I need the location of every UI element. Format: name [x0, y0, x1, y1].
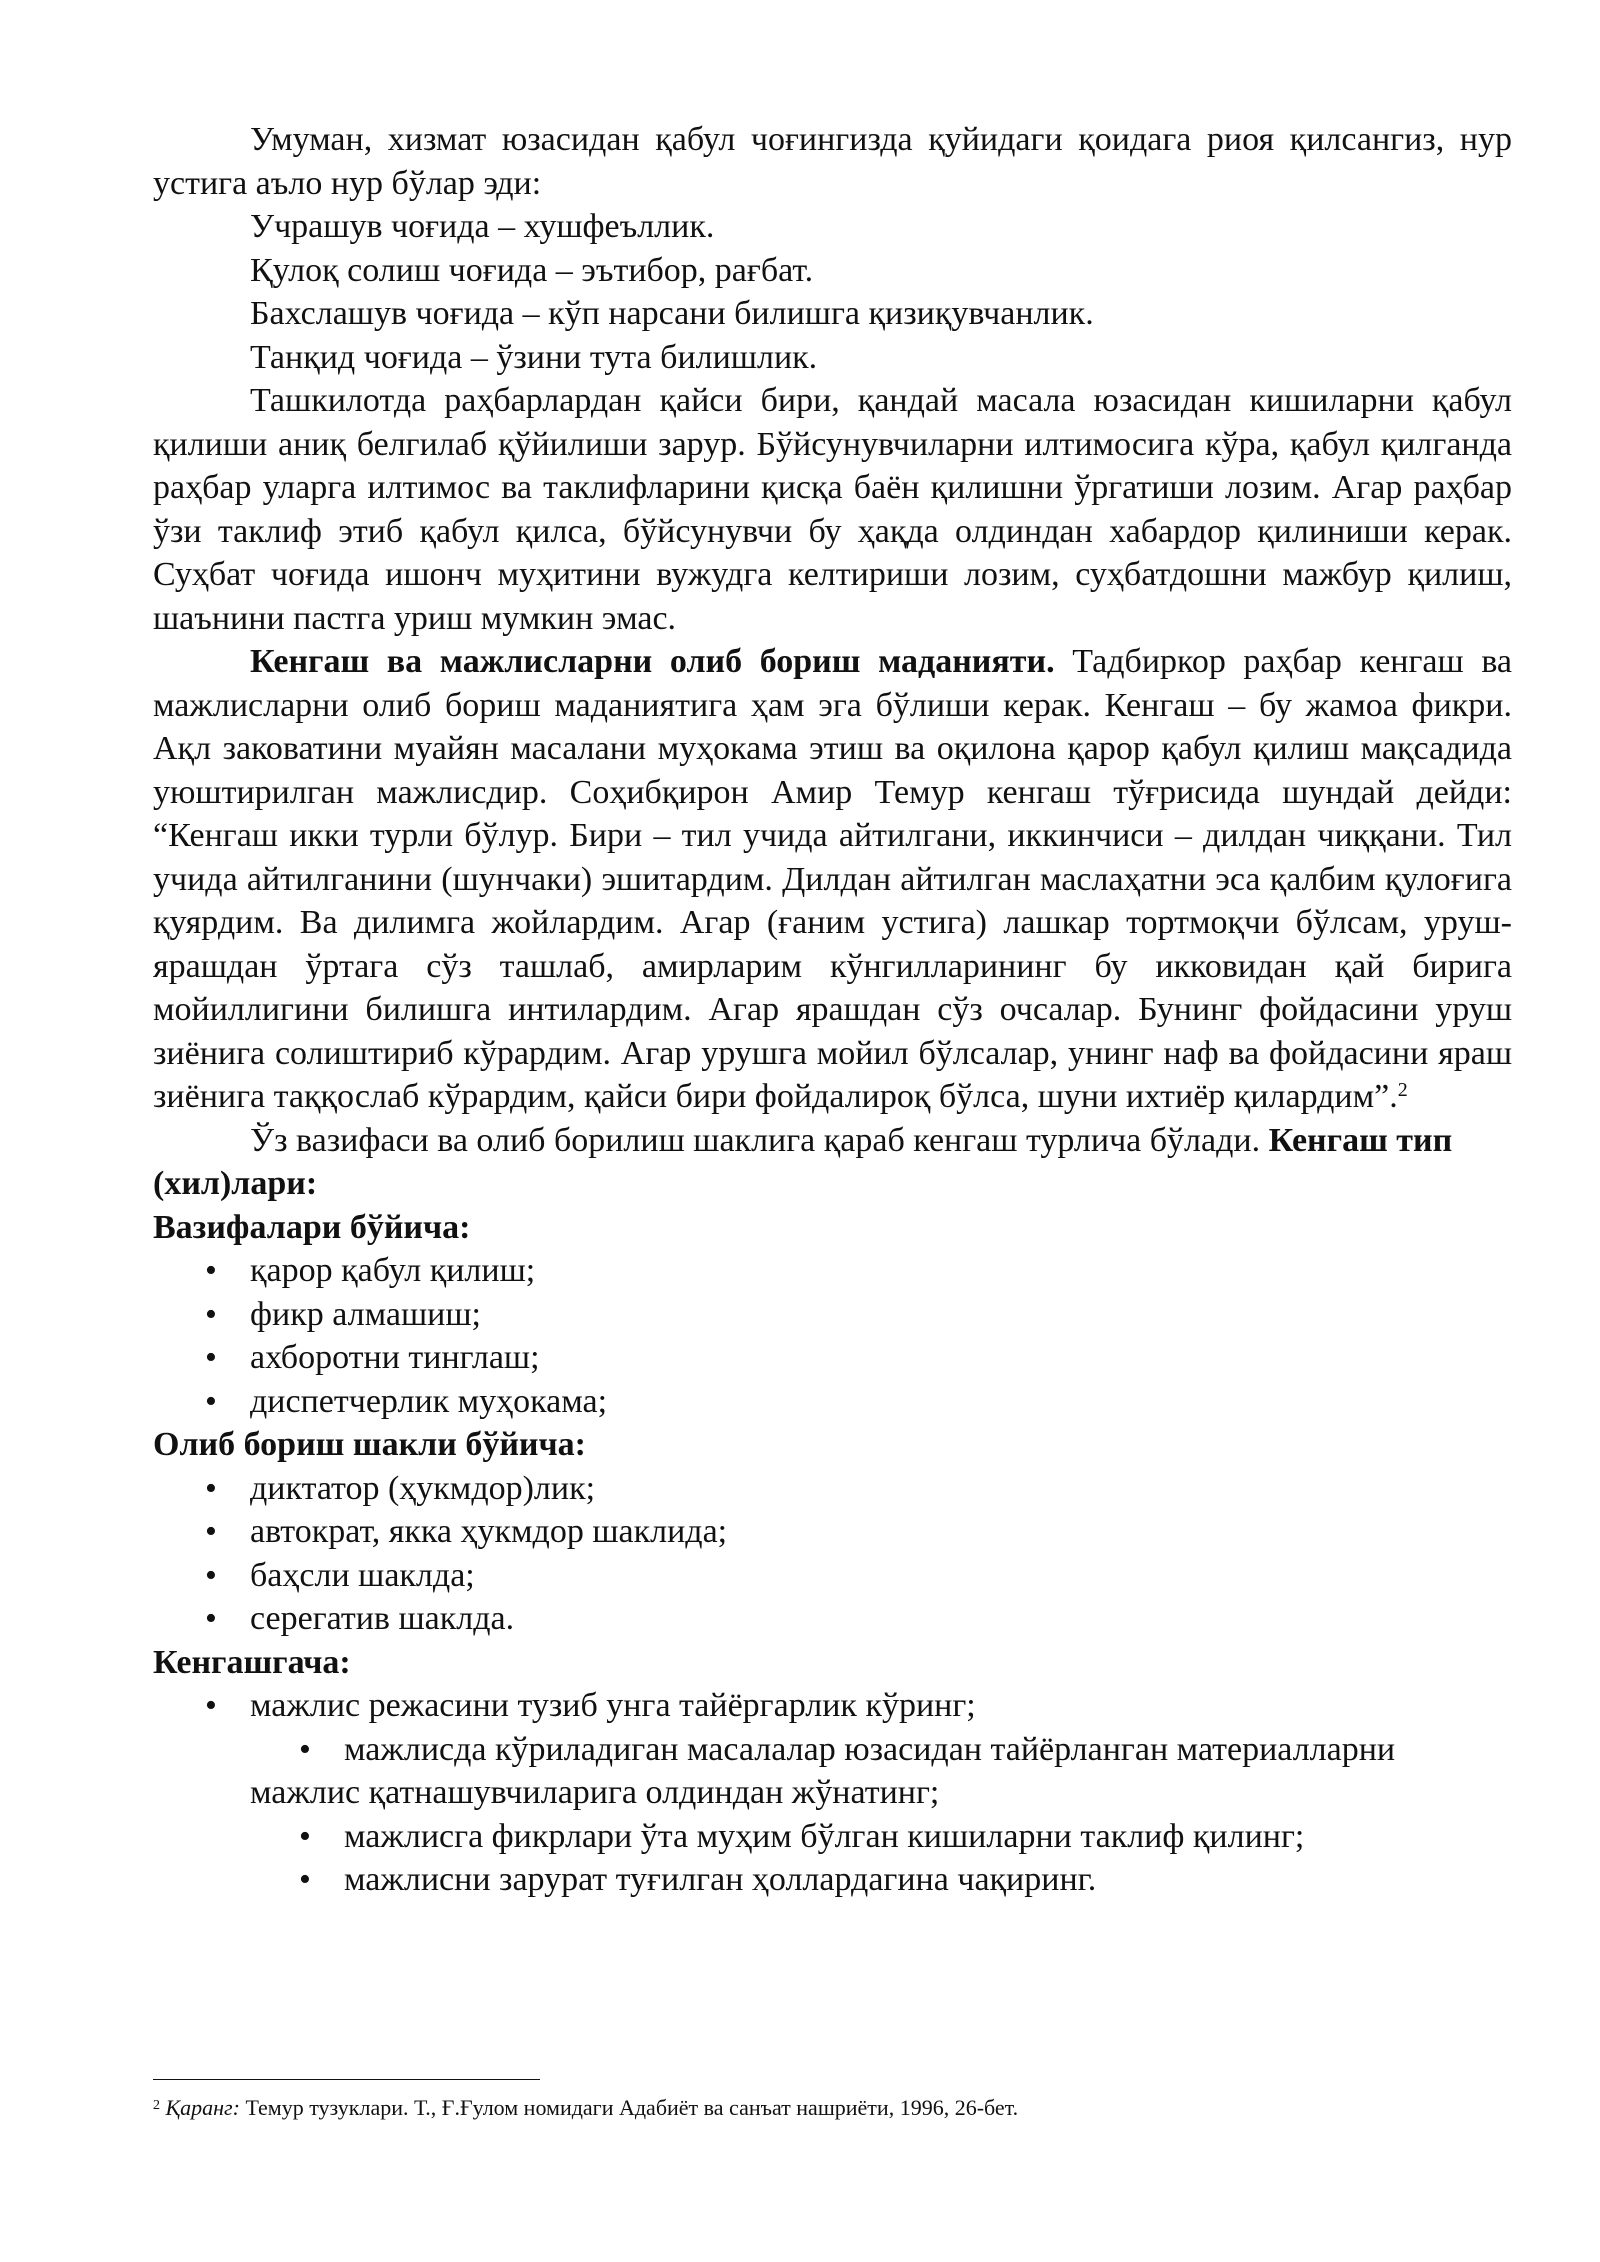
list-item: • қарор қабул қилиш;: [153, 1249, 1512, 1293]
list-item: • диктатор (ҳукмдор)лик;: [153, 1467, 1512, 1511]
before-heading: [153, 1641, 1512, 1685]
types-heading: Кенгаш тип (хил)лари:: [153, 1121, 1453, 1202]
council-heading: Кенгаш ва мажлисларни олиб бориш маданияти.: [250, 643, 1055, 680]
footnote-label: Қаранг:: [165, 2095, 240, 2120]
by-form-heading: [153, 1423, 1512, 1467]
paragraph-reception: Ташкилотда раҳбарлардан қайси бири, қандай масала юзасидан кишиларни қабул қилиши аниқ белгилаб қўйилиши зарур. Бўйсунувчиларни илтимосига кўра, қабул қилганда раҳбар уларга илтимос ва таклифларини қисқа баён қилишни ўргатиши лозим. Агар раҳбар ўзи таклиф этиб қабул қилса, бўйсунувчи бу ҳақда олдиндан хабардор қилиниши керак. Суҳбат чоғида ишонч муҳитини вужудга келтириши лозим, суҳбатдошни мажбур қилиш, шаънини пастга уриш мумкин эмас.: [153, 382, 1512, 637]
before-sublist: [153, 1815, 1512, 1902]
footnote-text: Темур тузуклари. Т., Ғ.Ғулом номидаги Адабиёт ва санъат нашриёти, 1996, 26-бет.: [239, 2095, 1019, 2120]
rule-line-2: Қулоқ солиш чоғида – эътибор, рағбат.: [250, 251, 814, 289]
list-item: • диспетчерлик муҳокама;: [153, 1380, 1512, 1424]
by-form-heading-text: Олиб бориш шакли бўйича:: [153, 1426, 587, 1463]
before-heading-text: Кенгашгача:: [153, 1643, 351, 1681]
list-item: • баҳсли шаклда;: [153, 1554, 1512, 1598]
types-text: Ўз вазифаси ва олиб борилиш шаклига қараб кенгаш турлича бўлади.: [250, 1121, 1261, 1159]
rule-line-1: Учрашув чоғида – хушфеъллик.: [250, 208, 715, 245]
list-item: • серегатив шаклда.: [153, 1597, 1512, 1641]
footnote: [153, 2094, 1018, 2122]
council-text: Тадбиркор раҳбар кенгаш ва мажлисларни олиб бориш маданиятига ҳам эга бўлиши керак. Кенгаш – бу жамоа фикри. Ақл заковатини муайян масалани муҳокама этиш ва оқилона қарор қабул қилиш мақсадида уюштирилган мажлисдир. Соҳибқирон Амир Темур кенгаш тўғрисида шундай дейди: “Кенгаш икки турли бўлур. Бири – тил учида айтилгани, иккинчиси – дилдан чиққани. Тил учида айтилганини (шунчаки) эшитардим. Дилдан айтилган маслаҳатни эса қалбим қулоғига қуярдим. Ва дилимга жойлардим. Агар (ғаним устига) лашкар тортмоқчи бўлсам, уруш-ярашдан ўртага сўз ташлаб, амирларим кўнгилларининг бу икковидан қай бирига мойиллигини билишга интилардим. Агар ярашдан сўз очсалар. Бунинг фойдасини уруш зиёнига солиштириб кўрардим. Агар урушга мойил бўлсалар, унинг наф ва фойдасини яраш зиёнига таққослаб кўрардим, қайси бири фойдалироқ бўлса, шуни ихтиёр қилардим”.: [153, 643, 1513, 1115]
by-function-heading: [153, 1206, 1512, 1250]
footnote-number: 2: [153, 2098, 160, 2113]
footnote-ref: 2: [1397, 1079, 1408, 1101]
by-form-list: [153, 1467, 1512, 1641]
subitem-continuation: мажлис қатнашувчиларига олдиндан жўнатинг;: [250, 1774, 940, 1811]
list-item: • мажлис режасини тузиб унга тайёргарлик кўринг;: [153, 1684, 1512, 1728]
list-item: • мажлисни зарурат туғилган ҳоллардагина чақиринг.: [153, 1858, 1512, 1902]
rule-line-4: Танқид чоғида – ўзини тута билишлик.: [250, 338, 818, 376]
by-function-heading-text: Вазифалари бўйича:: [153, 1208, 471, 1246]
rule-line-3: Бахслашув чоғида – кўп нарсани билишга қизиқувчанлик.: [250, 295, 1094, 332]
paragraph-intro: Умуман, хизмат юзасидан қабул чоғингизда қуйидаги қоидага риоя қилсангиз, нур устига аъло нур бўлар эди:: [153, 121, 1512, 202]
list-item: • фикр алмашиш;: [153, 1293, 1512, 1337]
paragraph-council: [153, 640, 1512, 1119]
subitem-first-line: • мажлисда кўриладиган масалалар юзасидан тайёрланган материалларни: [153, 1728, 1512, 1772]
list-item: • ахборотни тинглаш;: [153, 1336, 1512, 1380]
footnote-separator: [153, 2079, 540, 2080]
by-function-list: [153, 1249, 1512, 1423]
list-item: • мажлисга фикрлари ўта муҳим бўлган кишиларни таклиф қилинг;: [153, 1815, 1512, 1859]
before-list: [153, 1684, 1512, 1728]
paragraph-types: [153, 1119, 1512, 1206]
before-subitem-wrapped: [153, 1728, 1512, 1815]
document-page: [153, 118, 1512, 1902]
list-item: • автократ, якка ҳукмдор шаклида;: [153, 1510, 1512, 1554]
